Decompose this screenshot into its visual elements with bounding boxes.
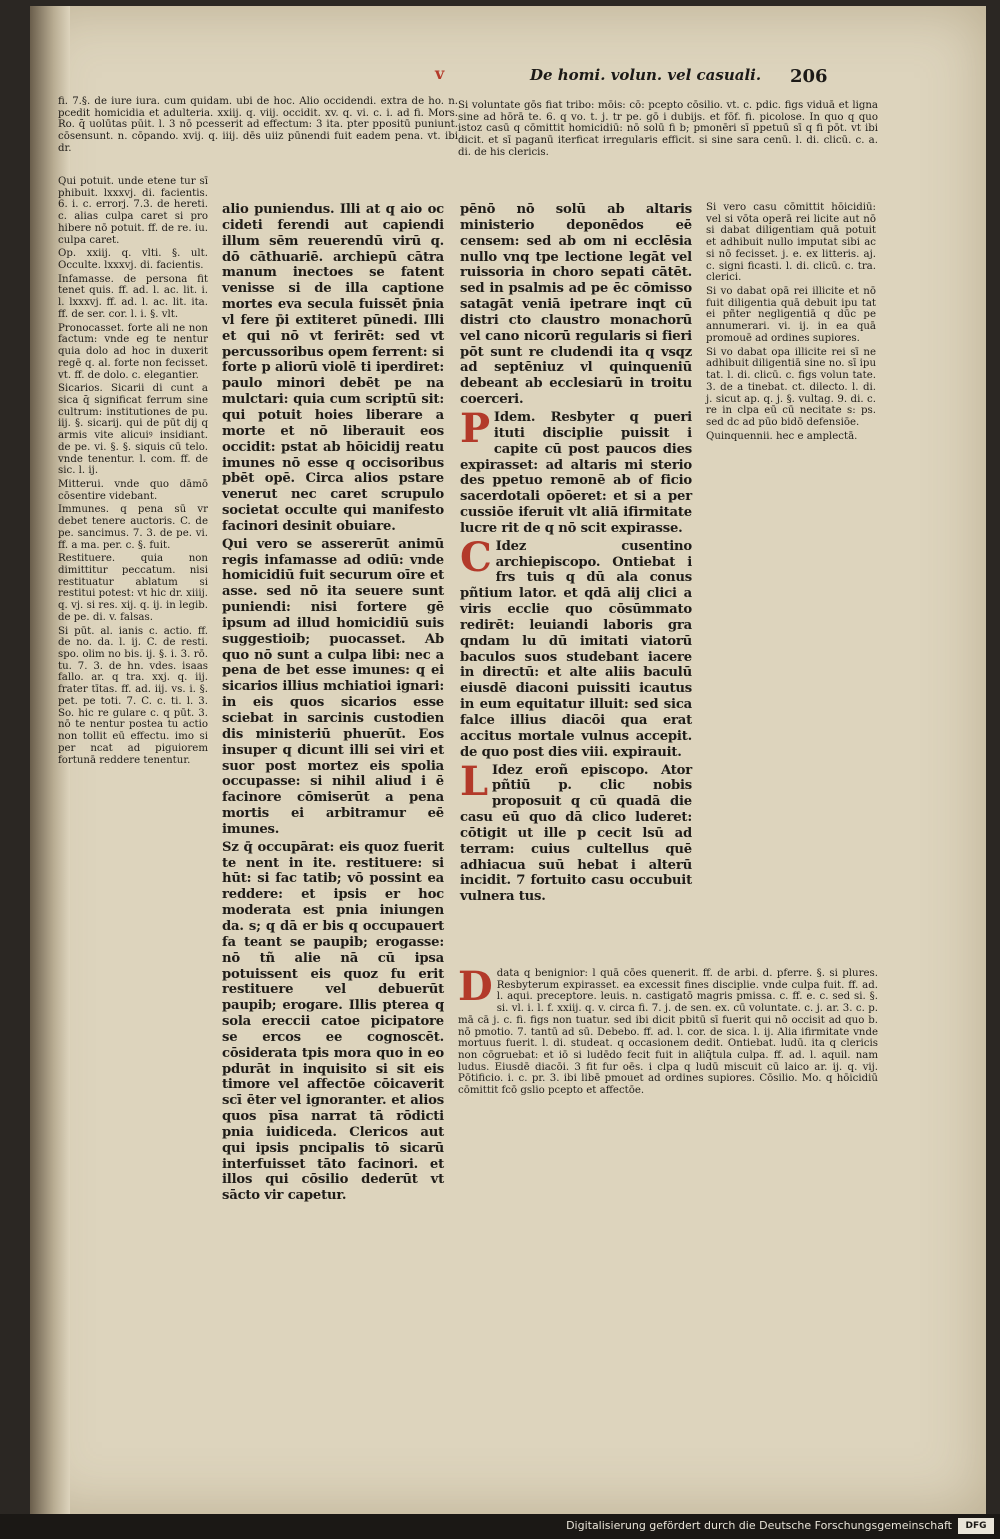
main-text-column-2	[460, 202, 692, 962]
folio-number: 206	[790, 66, 828, 87]
text-paragraph: alio puniendus. Illi at q aio oc cideti ferendi aut capiendi illum sēm reuerendū virū q. dō cāthuariē. archiepū cātra manum inectoes se fatent venisse si de illa captione mortes eva secula fuissēt p̄nia vl fere p̄i extiteret pūnedi. Illi et qui nō vt ferirēt: sed vt percussoribus opem ferrent: si forte p aliorū violē ti iperdiret: paulo minori debēt pe na mulctari: quia cum scriptū sit: qui potuit hoies liberare a morte et nō liberauit eos occidit: pstat ab hōicidij reatu imunes nō esse q occisoribus pbēt opē. Circa alios pstare venerut nec caret scrupulo societat occulte qui manifesto facinori desinit obuiare.	[222, 202, 444, 534]
gloss-paragraph: Si pūt. al. ianis c. actio. ff. de no. da. l. ij. C. de resti. spo. olim no bis. ij. §. i. 3. rō. tu. 7. 3. de hn. vdes. isaas fallo. ar. q tra. xxj. q. iij. frater tītas. ff. ad. iij. vs. i. §. pet. pe toti. 7. C. c. ti. l. 3. So. hic re gulare c. q pūt. 3. nō te nentur postea tu actio non tollit eū effectu. imo si per ncat ad piguiorem fortunā reddere tenentur.	[58, 625, 208, 766]
gloss-paragraph: Immunes. q pena sū vr debet tenere auctoris. C. de pe. sancimus. 7. 3. de pe. vi. ff. a ma. per. c. §. fuit.	[58, 504, 208, 551]
gloss-paragraph: Quinquennii. hec e amplectā.	[706, 430, 858, 442]
gloss-paragraph: Sicarios. Sicarii di cunt a sica q̄ significat ferrum sine cultrum: institutiones de pu. iij. §. sicarij. qui de pūt dij q armis vite alicuiꝰ insidiant. de pe. vi. §. §. siquis cū telo. vnde tenentur. l. com. ff. de sic. l. ij.	[58, 383, 208, 477]
gloss-paragraph: Ddata q benignior: l quā cōes quenerit. ff. de arbi. d. pferre. §. si plures. Resbyterum expirasset. ea excessit fines disciplie. vnde culpa fuit. ff. ad. l. aqui. preceptore. leuis. n. castigatō magris pmissa. c. ff. e. c. sed si. §. si. vl. i. l. f. xxiij. q. v. circa fi. 7. j. de sen. ex. cū voluntate. c. j. ar. 3. c. p. mā cā j. c. fi. figs non tuatur. sed ibi dicit pbitū sī fuerit qui nō occisit ad quo b. nō pmotio. 7. tantū ad sū. Debebo. ff. ad. l. cor. de sica. l. ij. Alia ifirmitate vnde mortuus fuerit. l. di. studeat. q occasionem dedit. Ontiebat. ludū. ita q clericis non cōgruebat: et iō si ludēdo fecit fuit in aliq̄tula culpa. ff. ad. l. aquil. nam ludus. Eiusdē diacōi. 3 fit fur oēs. i clpa q ludū miscuit cū laico ar. ij. q. vij. Pōtificio. i. c. pr. 3. ibi libē pmouet ad ordines supiores. Cōsilio. Mo. q hōicidiū cōmittit fcō gslio pcepto et affectōe.	[458, 963, 878, 1097]
gloss-paragraph: Infamasse. de persona fit tenet quis. ff. ad. l. ac. lit. i. l. lxxxvj. ff. ad. l. ac. lit. ita. ff. de ser. cor. l. i. §. vlt.	[58, 273, 208, 320]
top-right-gloss	[458, 100, 878, 196]
top-gloss	[58, 96, 458, 157]
dfg-logo: DFG	[958, 1518, 994, 1534]
initial-d: D	[458, 963, 493, 1010]
footer-credit: Digitalisierung gefördert durch die Deutsche Forschungsgemeinschaft	[566, 1519, 952, 1532]
text-paragraph: Sz q̄ occupārat: eis quoz fuerit te nent in ite. restituere: si hūt: si fac tatib; vō possint ea reddere: et ipsis er hoc moderata est pnia iniungen da. s; q dā er bis q occupauert fa teant se paupib; erogasse: nō tñ alie nā cū ipsa potuissent eis quoz fu erit restituere vel debuerūt paupib; erogare. Illis pterea q sola ereccii catoe picipatore se ercos ee cognoscēt. cōsiderata tpis mora quo in eo pdurāt in inquisito si sit eis timore vel affectōe cōicaverit scī ēter vel ignoranter. et alios quos pīsa narrat tā rōdicti pnia iuidiceda. Clericos aut qui ipsis pncipalis tō sicarū interfuisset tāto facinori. et illos qui cōsilio dederūt vt sācto vir capetur.	[222, 839, 444, 1204]
gloss-paragraph: Mitterui. vnde quo dāmō cōsentire videbant.	[58, 478, 208, 502]
signature-mark: v	[435, 64, 445, 83]
gloss-paragraph: fi. 7.§. de iure iura. cum quidam. ubi de hoc. Alio occidendi. extra de ho. n. pcedit homicidia et adulteria. xxiij. q. viij. occidit. xv. q. vi. c. i. ad fi. Mors. Ro. q̄ uolūtas pūit. l. 3 nō pcesserit ad effectum: 3 ita. pter ppositū puniunt. cōsensunt. n. cōpando. xvij. q. iiij. dēs uiiz pūnendi fuit eadem pena. vt. ibi dr.	[58, 96, 458, 154]
gloss-paragraph: Si vo dabat opā rei illicite et nō fuit diligentia quā debuit ipu tat ei pñter negligentiā q dūc pe annumerari. vi. ij. in ea quā promouē ad ordines supiores.	[706, 286, 876, 344]
text-paragraph: P Idem. Resbyter q pueri ituti disciplie puissit i capite cū post paucos dies expirasset: ad altaris mi sterio des ppetuo remonē ab of ficio sacerdotali opōeret: et si a per cussiōe iferuit vlt aliā ifirmitate lucre rit de q nō scit expirasse.	[460, 404, 692, 536]
right-gloss-column	[706, 202, 876, 962]
initial-p: P	[460, 404, 490, 452]
bottom-gloss	[458, 963, 878, 1368]
text-paragraph: Qui vero se assererūt animū regis infamasse ad odiū: vnde homicidiū fuit securum oīre et asse. sed nō ita seuere sunt puniendi: nisi fortere gē ipsum ad illud homicidiū suis suggestioib; puocasset. Ab quo nō sunt a culpa libi: nec a pena de bet esse imunes: q ei sicarios illius mchiatioi ignari: in eis quos sicarios esse sciebat in sarcinis custodien dis ministeriū phuerūt. Eos insuper q dicunt illi sei viri et suor post mortez eis spolia occupasse: si nihil aliud i ē facinore cōmiserūt a pena mortis ei arbitramur eē imunes.	[222, 536, 444, 837]
initial-c: C	[460, 533, 492, 581]
footer-bar	[0, 1514, 1000, 1539]
text-paragraph: C Idez cusentino archiepiscopo. Ontiebat i frs tuis q dū ala conus pñtium lator. et qdā alij clici a viris ecclie quo cōsūmmato redirēt: leuiandi laboris gra qndam lu dū imitati viatorū baculos suos studebant iacere in directū: et alte aliis baculū eiusdē diaconi puissiti icautus in eum equitatur illuit: sed sica falce illius diacōi qua erat accitus mortale vulnus accepit. de quo post dies viii. expirauit.	[460, 533, 692, 760]
running-title: De homi. volun. vel casuali.	[530, 66, 762, 84]
gloss-paragraph: Si vo dabat opa illicite rei sī ne adhibuit diligentiā sine no. sī ipu tat. l. di. clicū. c. figs volun tate. 3. de a tinebat. ct. dilecto. l. di. j. sicut ap. q. j. §. vultag. 9. di. c. re in clpa eū cū necitate s: ps. sed dc ad pūo bidō defensiōe.	[706, 346, 876, 428]
main-text-column-1	[222, 202, 444, 1204]
text-paragraph: pēnō nō solū ab altaris ministerio deponēdos eē censem: sed ab om ni ecclēsia nullo vnq tpe lectione legāt vel ruissoria in choro sepati cātēt. sed in psalmis ad pe ēc cōmisso satagāt veniā ipetrare inqt cū distri cto claustro monachorū vel cano nicorū regularis si fieri pōt sunt re cludendi ita q vsqz ad septēniuz vl quinqueniū debeant ab ecclesiarū in troitu coerceri.	[460, 202, 692, 408]
book-page	[30, 6, 986, 1514]
initial-l: L	[460, 757, 488, 805]
gloss-paragraph: Pronocasset. forte ali ne non factum: vnde eg te nentur quia dolo ad hoc in duxerit regē q. al. forte non fecisset. vt. ff. de dolo. c. elegantier.	[58, 322, 208, 381]
gloss-paragraph: Op. xxiij. q. vlti. §. ult. Occulte. lxxxvj. di. facientis.	[58, 248, 208, 272]
gloss-paragraph: Qui potuit. unde etene tur sī phibuit. lxxxvj. di. facientis. 6. i. c. errorj. 7.3. de hereti. c. alias culpa caret si pro hibere nō potuit. ff. de re. iu. culpa caret.	[58, 176, 208, 246]
gloss-paragraph: Restituere. quia non dimittitur peccatum. nisi restituatur ablatum si restitui potest: vt hic dr. xiiij. q. vj. si res. xij. q. ij. in legib. de pe. di. v. falsas.	[58, 553, 208, 623]
text-paragraph: L Idez eroñ episcopo. Ator pñtiū p. clic nobis proposuit q cū quadā die casu eū quo dā clico luderet: cōtigit ut ille p cecit lsū ad terram: cuius cultellus quē adhiacua suū hebat i alterū incidit. 7 fortuito casu occubuit vulnera tus.	[460, 757, 692, 905]
gloss-paragraph: Si voluntate gōs fiat tribo: mōis: cō: pcepto cōsilio. vt. c. pdic. figs viduā et ligna sine ad hōrā te. 6. q vo. t. j. tr pe. gō i dubijs. et fōf. fi. picolose. In quo q quo istoz casū q cōmittit homicidiū: nō solū fi b; pmonēri sī ppetuū sī q fi pōt. vt ibi dicit. et sī paganū iterficat irregularis efficit. si sine sara cenū. l. di. clicū. c. a. di. de his clericis.	[458, 100, 878, 158]
gloss-paragraph: Si vero casu cōmittit hōicidiū: vel si vōta operā rei licite aut nō si dabat diligentiam quā potuit et adhibuit nullo imputat sibi ac si nō fecisset. j. e. ex litteris. aj. c. signi ficasti. l. di. clicū. c. tra. clerici.	[706, 202, 876, 284]
left-gloss-column	[58, 176, 208, 1266]
